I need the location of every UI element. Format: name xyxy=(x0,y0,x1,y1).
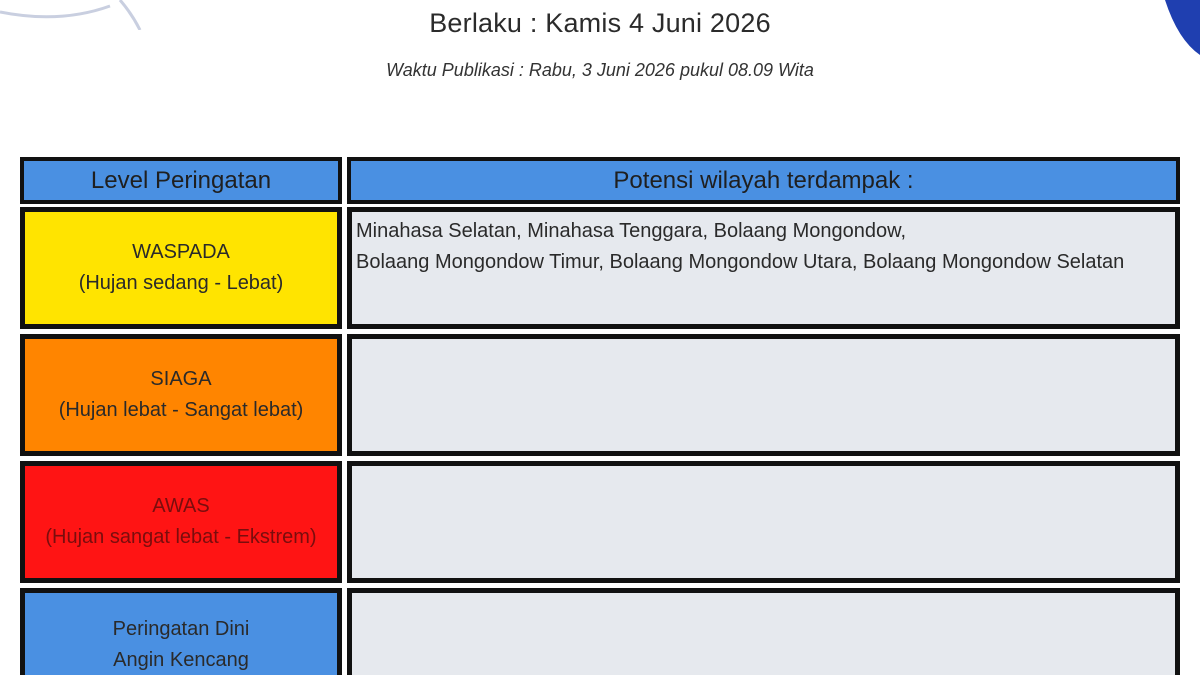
level-name: SIAGA xyxy=(150,368,212,390)
header-level-label: Level Peringatan xyxy=(90,166,272,194)
publication-time: Waktu Publikasi : Rabu, 3 Juni 2026 pukul 08.09 Wita xyxy=(386,60,814,80)
header-level-cell xyxy=(20,157,342,204)
level-description: (Hujan sangat lebat - Ekstrem) xyxy=(45,526,317,548)
area-text-line: Minahasa Selatan, Minahasa Tenggara, Bolaang Mongondow, xyxy=(356,220,907,242)
area-cell-waspada xyxy=(347,207,1180,329)
header-area-cell xyxy=(347,157,1180,204)
level-name: WASPADA xyxy=(132,241,230,263)
level-name: Peringatan Dini xyxy=(112,618,250,640)
area-text-line: Bolaang Mongondow Timur, Bolaang Mongondow Utara, Bolaang Mongondow Selatan xyxy=(356,251,1125,273)
level-cell-awas xyxy=(20,461,342,583)
level-description: (Hujan sedang - Lebat) xyxy=(78,272,284,294)
validity-title: Berlaku : Kamis 4 Juni 2026 xyxy=(429,8,771,38)
level-description: (Hujan lebat - Sangat lebat) xyxy=(58,399,304,421)
level-cell-siaga xyxy=(20,334,342,456)
level-name: AWAS xyxy=(152,495,210,517)
level-cell-peringatan-dini xyxy=(20,588,342,675)
level-description: Angin Kencang xyxy=(113,649,249,671)
header-area-label: Potensi wilayah terdampak : xyxy=(613,166,914,194)
area-cell-awas xyxy=(347,461,1180,583)
area-cell-siaga xyxy=(347,334,1180,456)
level-cell-waspada xyxy=(20,207,342,329)
area-cell-peringatan-dini xyxy=(347,588,1180,675)
